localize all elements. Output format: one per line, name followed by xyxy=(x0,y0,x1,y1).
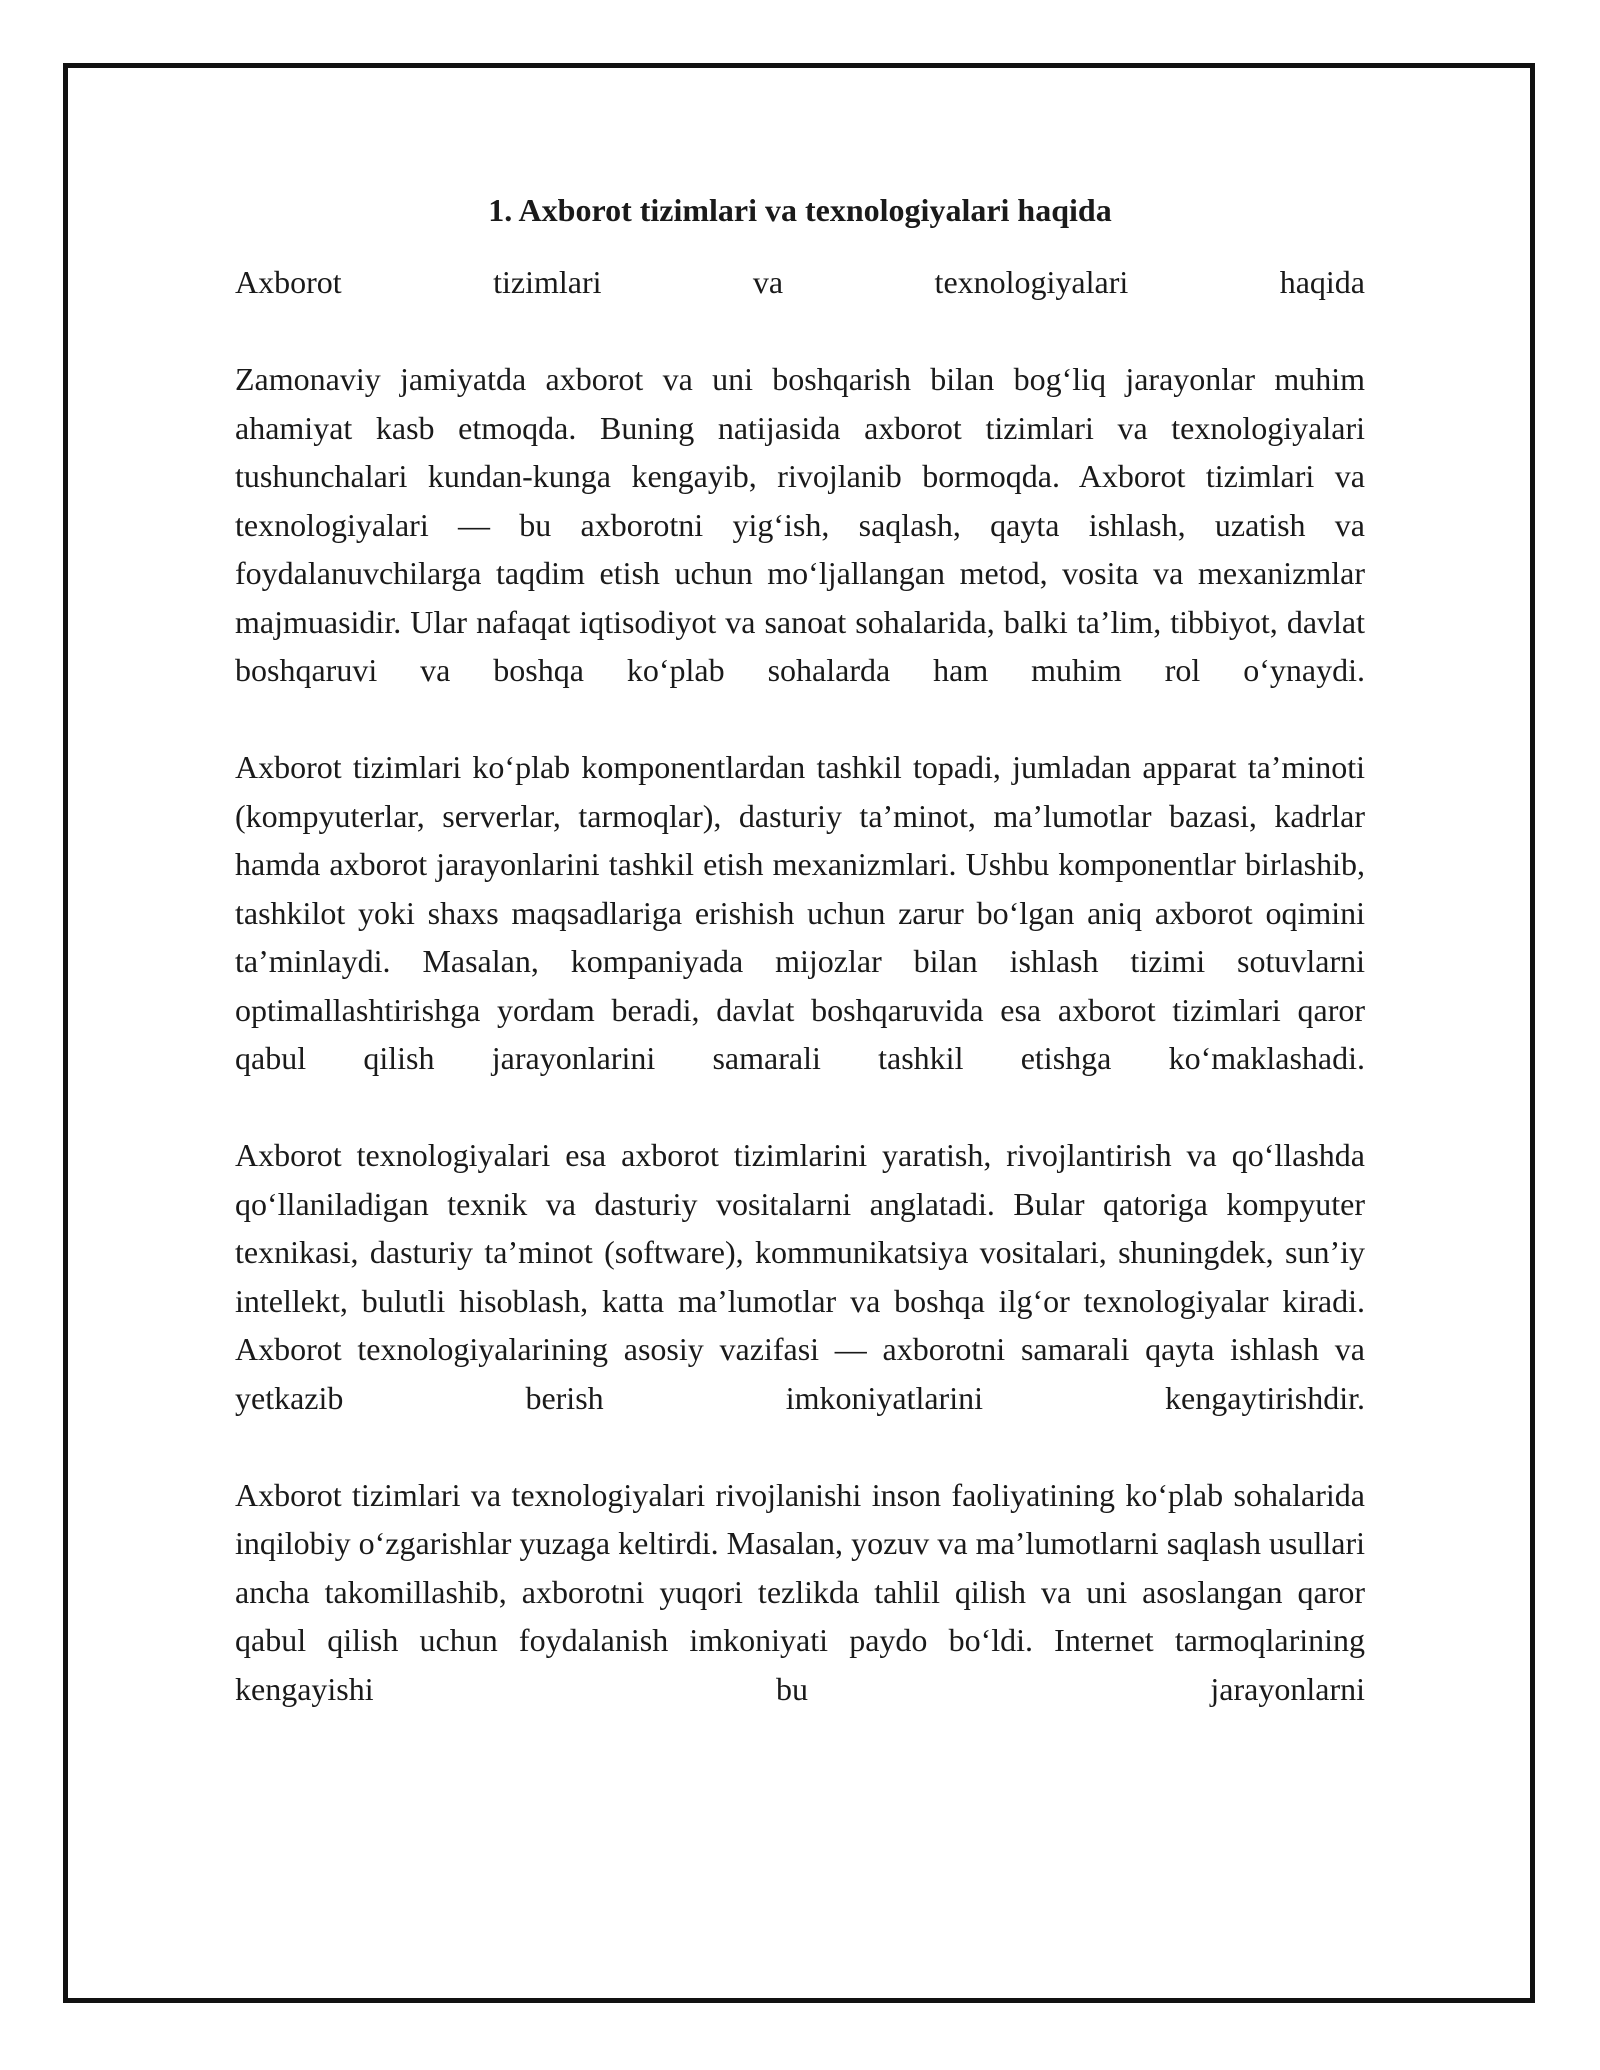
paragraph-components: Axborot tizimlari ko‘plab komponentlardan tashkil topadi, jumladan apparat ta’minoti (kompyuterlar, serverlar, tarmoqlar), dasturiy ta’minot, ma’lumotlar bazasi, kadrlar hamda axborot jarayonlarini tashkil etish mexanizmlari. Ushbu komponentlar birlashib, tashkilot yoki shaxs maqsadlariga erishish uchun zarur bo‘lgan aniq axborot oqimini ta’minlaydi. Masalan, kompaniyada mijozlar bilan ishlash tizimi sotuvlarni optimallashtirishga yordam beradi, davlat boshqaruvida esa axborot tizimlari qaror qabul qilish jarayonlarini samarali tashkil etishga ko‘maklashadi. xyxy=(235,749,1365,1076)
document-title: 1. Axborot tizimlari va texnologiyalari haqida xyxy=(488,192,1112,228)
paragraph-technologies: Axborot texnologiyalari esa axborot tizimlarini yaratish, rivojlantirish va qo‘llashda qo‘llaniladigan texnik va dasturiy vositalarni anglatadi. Bular qatoriga kompyuter texnikasi, dasturiy ta’minot (software), kommunikatsiya vositalari, shuningdek, sun’iy intellekt, bulutli hisoblash, katta ma’lumotlar va boshqa ilg‘or texnologiyalar kiradi. Axborot texnologiyalarining asosiy vazifasi — axborotni samarali qayta ishlash va yetkazib berish imkoniyatlarini kengaytirishdir. xyxy=(235,1137,1365,1416)
document-body xyxy=(235,186,1365,1762)
paragraph-intro: Zamonaviy jamiyatda axborot va uni boshqarish bilan bog‘liq jarayonlar muhim ahamiyat kasb etmoqda. Buning natijasida axborot tizimlari va texnologiyalari tushunchalari kundan-kunga kengayib, rivojlanib bormoqda. Axborot tizimlari va texnologiyalari — bu axborotni yig‘ish, saqlash, qayta ishlash, uzatish va foydalanuvchilarga taqdim etish uchun mo‘ljallangan metod, vosita va mexanizmlar majmuasidir. Ular nafaqat iqtisodiyot va sanoat sohalarida, balki ta’lim, tibbiyot, davlat boshqaruvi va boshqa ko‘plab sohalarda ham muhim rol o‘ynaydi. xyxy=(235,361,1365,688)
paragraph-development: Axborot tizimlari va texnologiyalari rivojlanishi inson faoliyatining ko‘plab sohalarida inqilobiy o‘zgarishlar yuzaga keltirdi. Masalan, yozuv va ma’lumotlarni saqlash usullari ancha takomillashib, axborotni yuqori tezlikda tahlil qilish va uni asoslangan qaror qabul qilish uchun foydalanish imkoniyati paydo bo‘ldi. Internet tarmoqlarining kengayishi bu jarayonlarni xyxy=(235,1476,1365,1707)
paragraph-subtitle: Axborot tizimlari va texnologiyalari haqida xyxy=(235,264,1365,300)
